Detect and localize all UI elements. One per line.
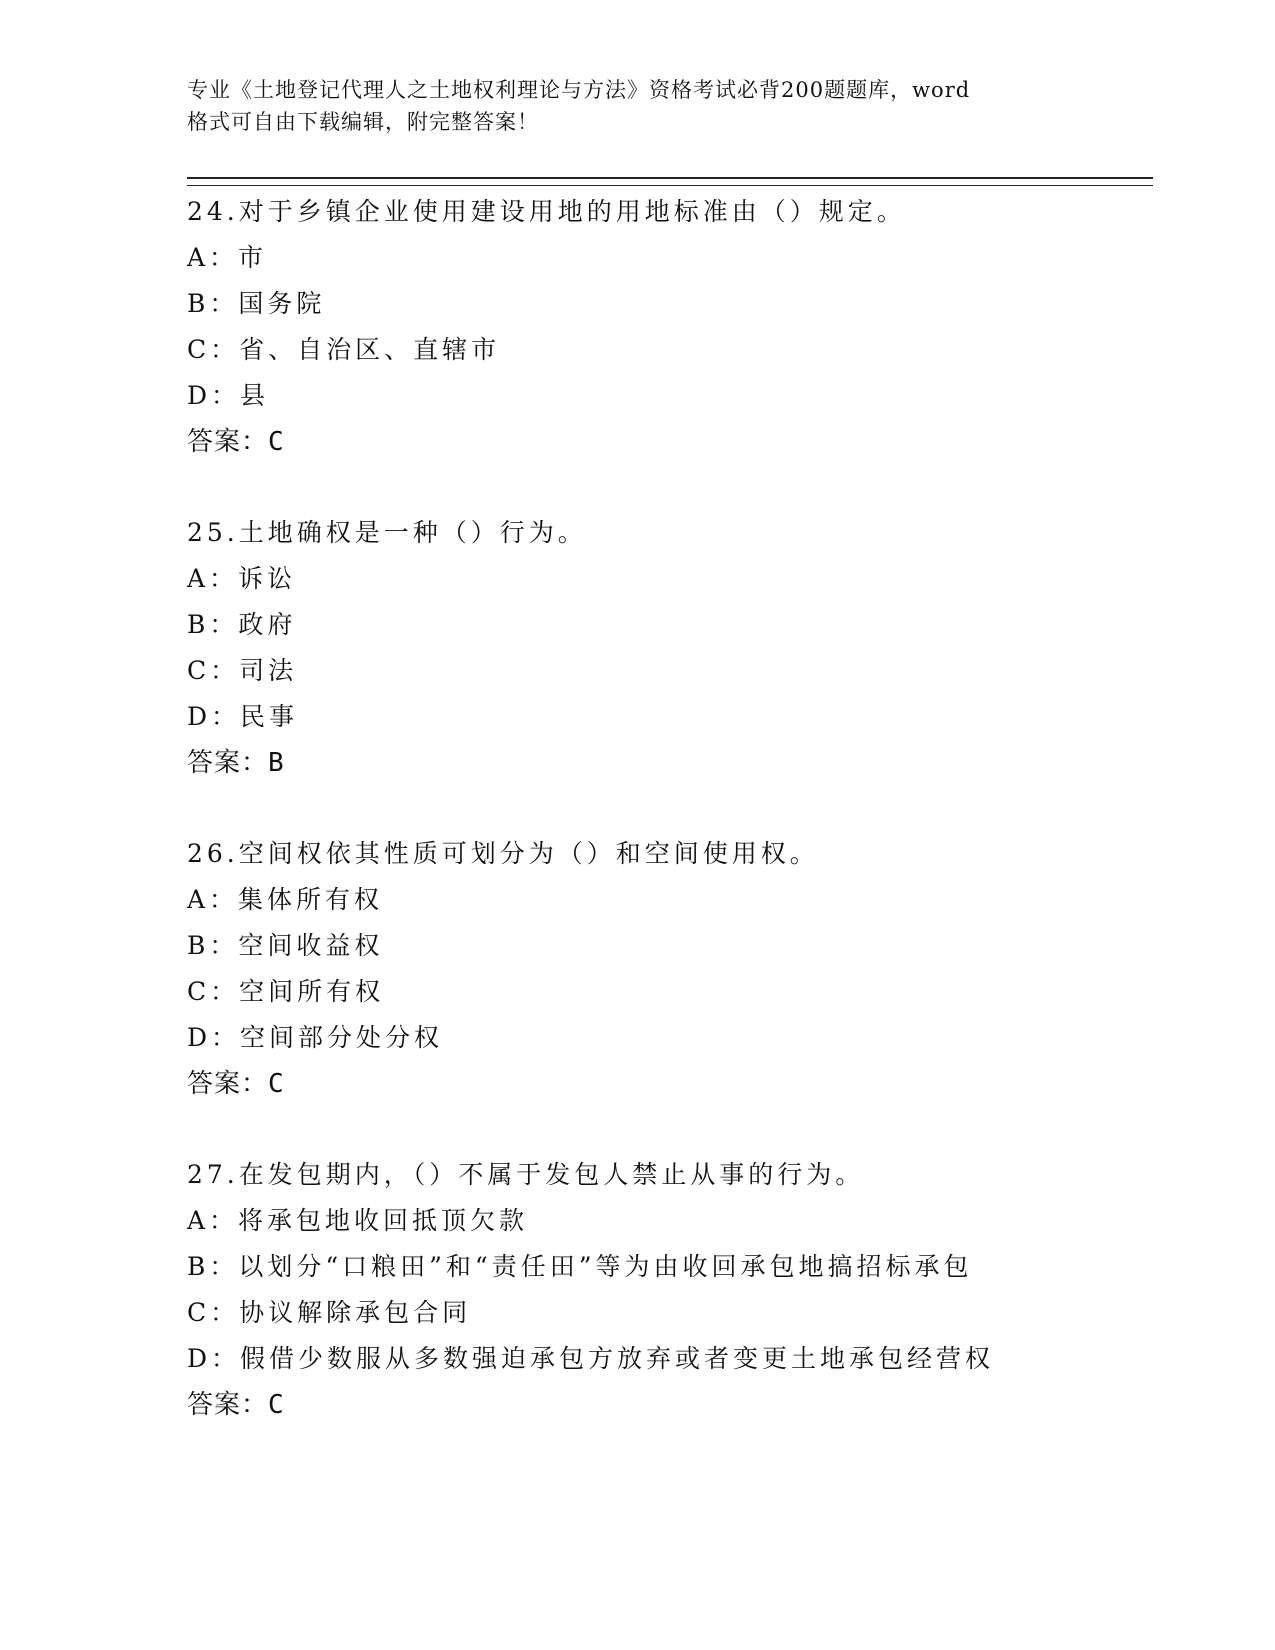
answer-value: C <box>268 1390 285 1420</box>
option-c: C：协议解除承包合同 <box>187 1298 472 1327</box>
option-a: A：市 <box>187 243 268 272</box>
question-stem: 27.在发包期内，（）不属于发包人禁止从事的行为。 <box>187 1160 865 1189</box>
answer-value: C <box>268 427 285 457</box>
question-stem: 24.对于乡镇企业使用建设用地的用地标准由（）规定。 <box>187 197 906 226</box>
option-c: C：司法 <box>187 656 298 685</box>
question-stem: 25.土地确权是一种（）行为。 <box>187 518 587 547</box>
document-header <box>187 74 1067 138</box>
option-a: A：集体所有权 <box>187 885 384 914</box>
question-27 <box>187 1152 1137 1428</box>
answer-label: 答案： <box>187 1069 269 1099</box>
option-d: D：民事 <box>187 702 299 731</box>
answer-line <box>187 1382 1137 1428</box>
option-d: D：县 <box>187 381 270 410</box>
option-b: B：国务院 <box>187 289 326 318</box>
option-c: C：省、自治区、直辖市 <box>187 335 501 364</box>
question-26 <box>187 831 1137 1107</box>
question-24 <box>187 189 1137 465</box>
option-b: B：以划分“口粮田”和“责任田”等为由收回承包地搞招标承包 <box>187 1252 973 1281</box>
header-divider <box>187 177 1153 186</box>
answer-value: B <box>268 748 285 778</box>
answer-label: 答案： <box>187 427 269 457</box>
option-c: C：空间所有权 <box>187 977 385 1006</box>
option-a: A：诉讼 <box>187 564 297 593</box>
option-d: D：空间部分处分权 <box>187 1023 444 1052</box>
answer-line <box>187 419 1137 465</box>
header-line-2: 格式可自由下载编辑，附完整答案！ <box>187 110 539 134</box>
option-b: B：空间收益权 <box>187 931 384 960</box>
question-list <box>187 189 1137 1473</box>
option-a: A：将承包地收回抵顶欠款 <box>187 1206 529 1235</box>
question-stem: 26.空间权依其性质可划分为（）和空间使用权。 <box>187 839 819 868</box>
option-b: B：政府 <box>187 610 297 639</box>
question-25 <box>187 510 1137 786</box>
answer-value: C <box>268 1069 285 1099</box>
answer-label: 答案： <box>187 748 269 778</box>
answer-label: 答案： <box>187 1390 269 1420</box>
option-d: D：假借少数服从多数强迫承包方放弃或者变更土地承包经营权 <box>187 1344 995 1373</box>
answer-line <box>187 740 1137 786</box>
header-line-1: 专业《土地登记代理人之土地权利理论与方法》资格考试必背200题题库，word <box>187 78 971 102</box>
answer-line <box>187 1061 1137 1107</box>
